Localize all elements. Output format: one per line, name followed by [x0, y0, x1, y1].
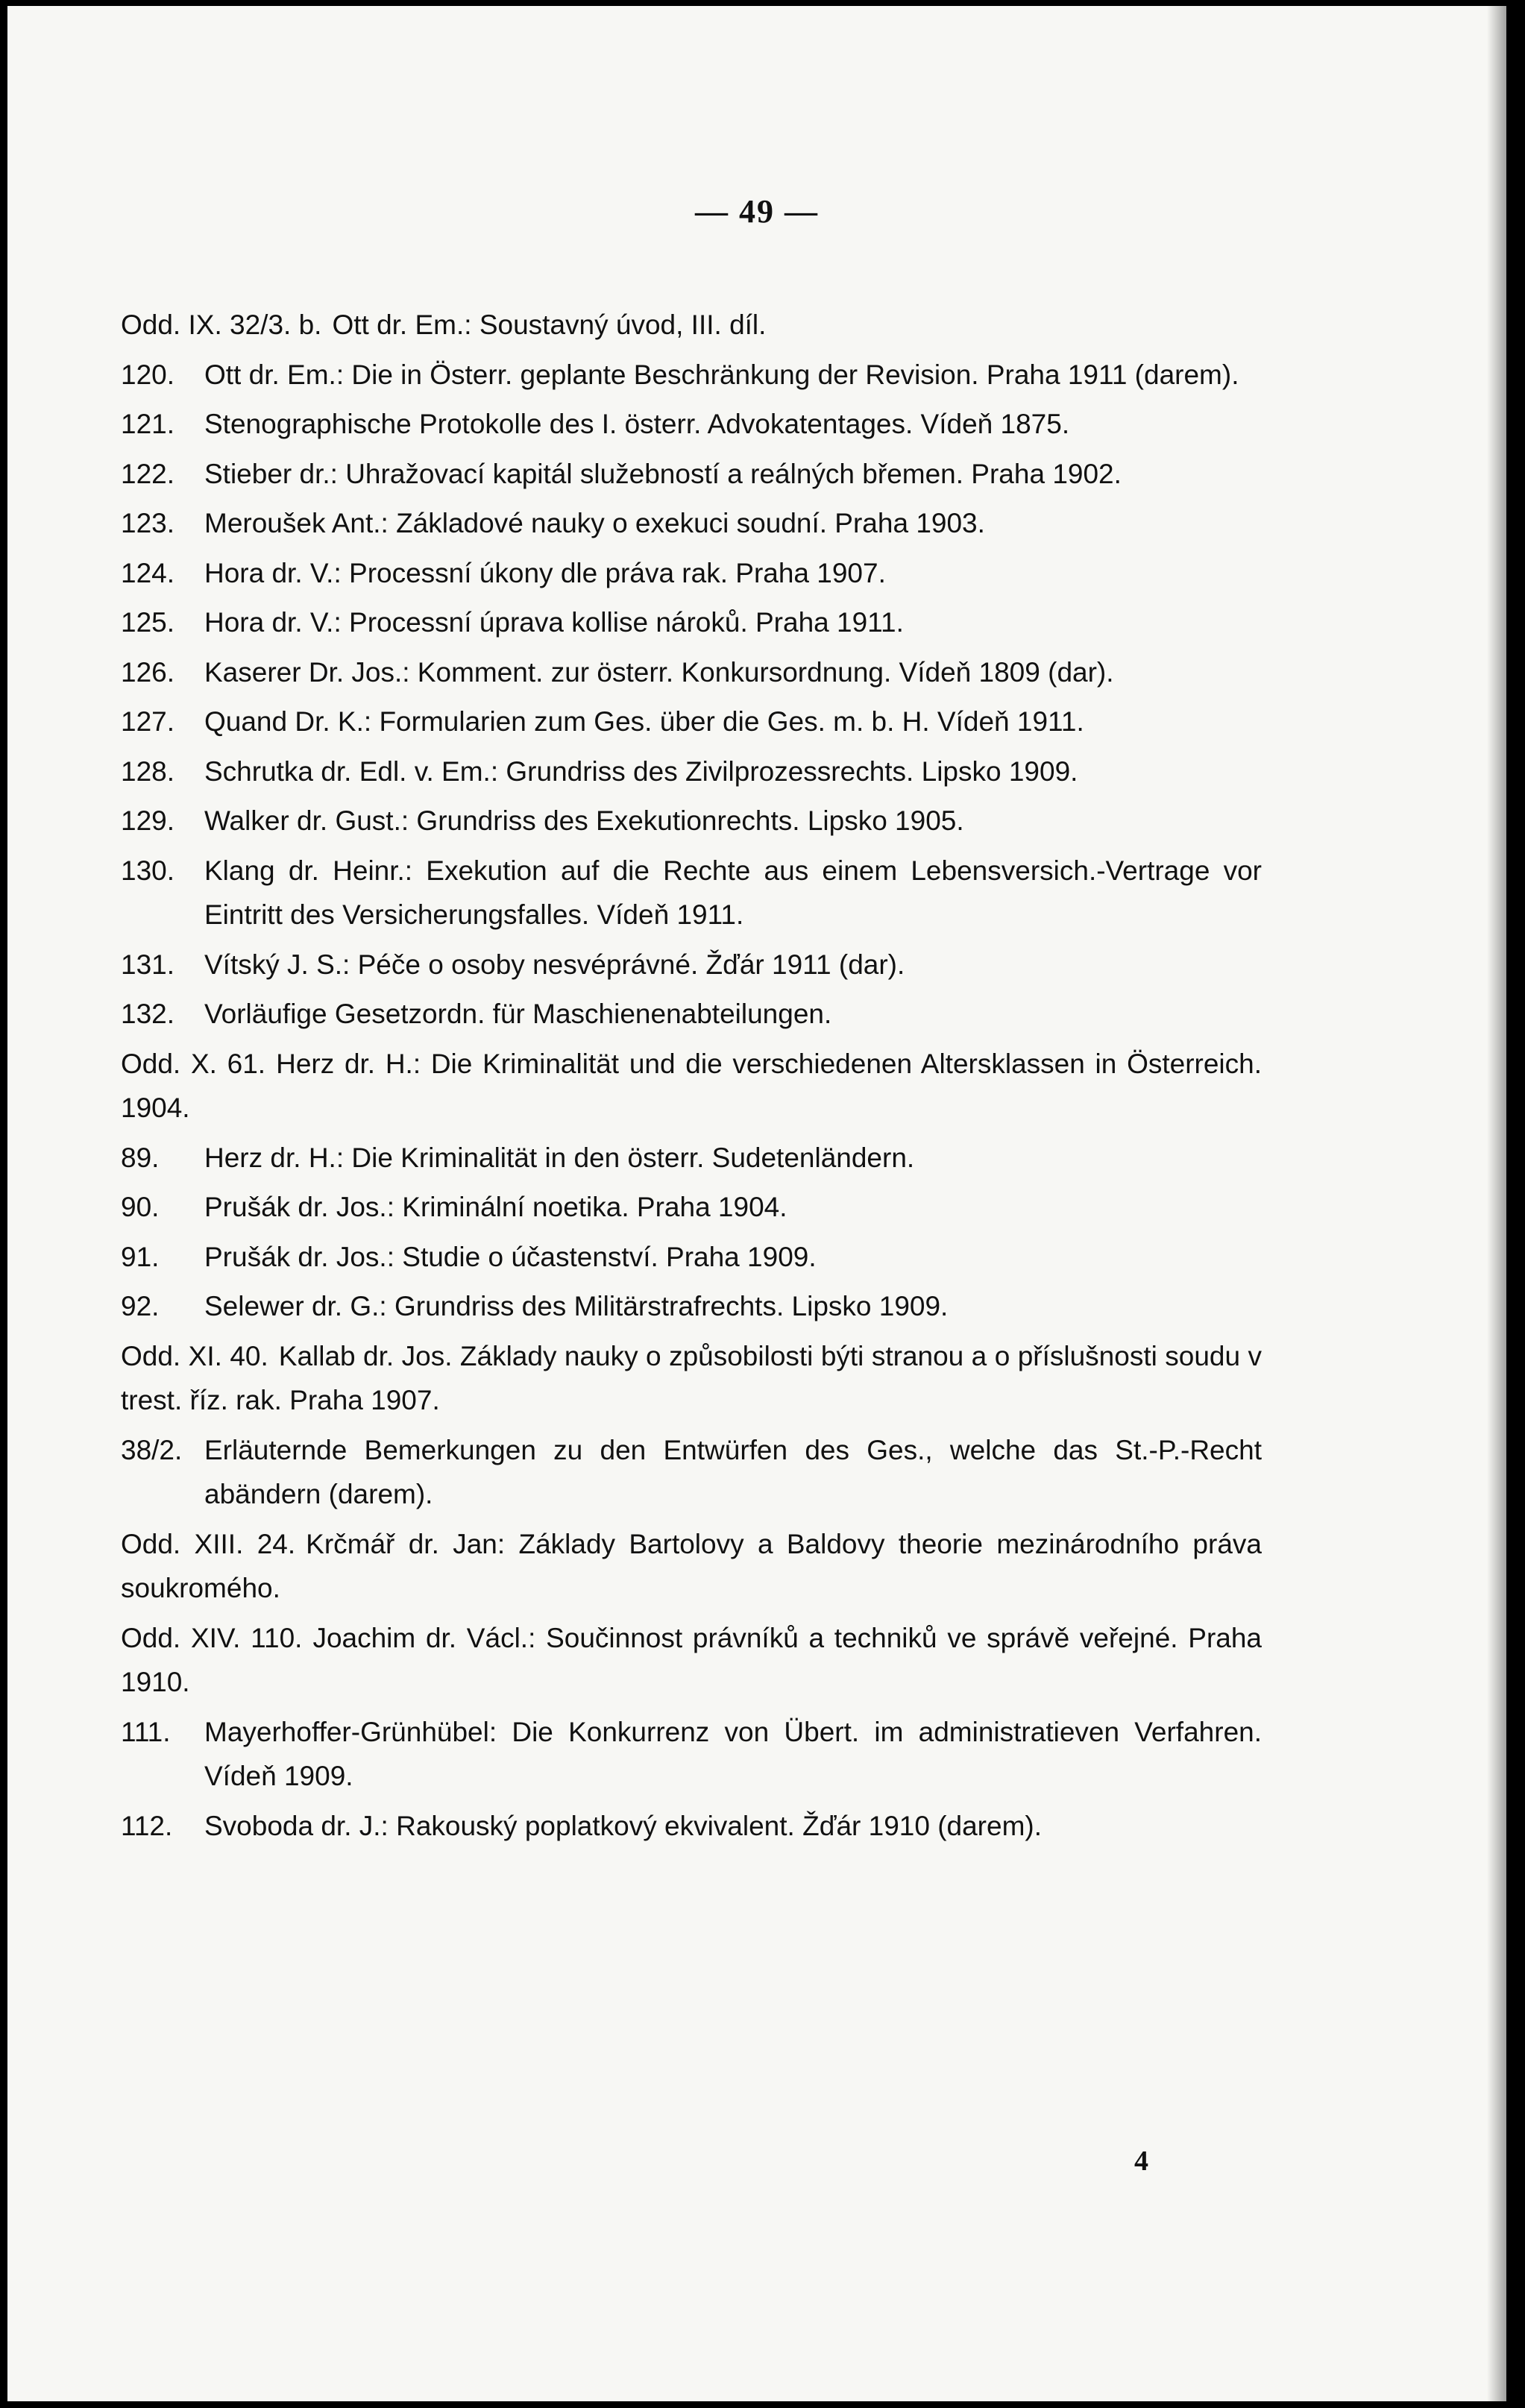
- entry-number: 38/2.: [121, 1434, 183, 1465]
- entry-text: Walker dr. Gust.: Grundriss des Exekutionrechts. Lipsko 1905.: [204, 805, 964, 836]
- page-number: — 49 —: [695, 193, 819, 230]
- entry-text: Stenographische Protokolle des I. österr. Advokatentages. Vídeň 1875.: [204, 409, 1070, 439]
- page-sheet: [7, 6, 1506, 2401]
- entry-text: Klang dr. Heinr.: Exekution auf die Rechte aus einem Lebensversich.-Vertrage vor Eintritt des Versicherungsfalles. Vídeň 1911.: [204, 855, 1262, 930]
- entry-text: Joachim dr. Václ.: Součinnost právníků a techniků ve správě veřejné. Praha 1910.: [121, 1622, 1263, 1697]
- entry-number: 90.: [121, 1192, 160, 1222]
- list-item: [121, 1334, 1262, 1423]
- entry-text: Selewer dr. G.: Grundriss des Militärstrafrechts. Lipsko 1909.: [204, 1291, 949, 1321]
- entry-number: 123.: [121, 508, 175, 538]
- list-item: [121, 303, 1262, 348]
- entry-text: Krčmář dr. Jan: Základy Bartolovy a Baldovy theorie mezinárodního práva soukromého.: [121, 1528, 1262, 1603]
- entry-text: Svoboda dr. J.: Rakouský poplatkový ekvivalent. Žďár 1910 (darem).: [204, 1810, 1043, 1841]
- entry-number: 129.: [121, 805, 175, 836]
- entry-number: 120.: [121, 359, 175, 390]
- entry-number: 112.: [121, 1810, 173, 1841]
- entry-number: Odd. XIII. 24.: [121, 1528, 296, 1559]
- signature-mark: 4: [1134, 2145, 1148, 2177]
- entry-number: Odd. XIV. 110.: [121, 1622, 303, 1653]
- entry-number: Odd. X. 61.: [121, 1048, 266, 1079]
- entry-text: Vítský J. S.: Péče o osoby nesvéprávné. Žďár 1911 (dar).: [204, 949, 905, 980]
- entry-number: 125.: [121, 607, 175, 638]
- list-item: [121, 353, 1262, 397]
- list-item: [121, 1042, 1262, 1131]
- entry-text: Vorläufige Gesetzordn. für Maschienenabteilungen.: [204, 999, 832, 1029]
- entry-number: 131.: [121, 949, 175, 980]
- list-item: [121, 600, 1262, 645]
- entry-text: Prušák dr. Jos.: Kriminální noetika. Praha 1904.: [204, 1192, 787, 1222]
- list-item: [121, 749, 1262, 794]
- list-item: [121, 1522, 1262, 1611]
- entry-number: 89.: [121, 1142, 160, 1173]
- entry-text: Meroušek Ant.: Základové nauky o exekuci soudní. Praha 1903.: [204, 508, 985, 538]
- entry-number: 127.: [121, 706, 175, 737]
- entry-number: 132.: [121, 999, 175, 1029]
- entry-number: 91.: [121, 1241, 160, 1272]
- list-item: [121, 1710, 1262, 1799]
- entry-number: 92.: [121, 1291, 160, 1321]
- entry-text: Mayerhoffer-Grünhübel: Die Konkurrenz von Übert. im administratieven Verfahren. Vídeň 1909.: [204, 1716, 1262, 1791]
- entry-text: Ott dr. Em.: Die in Österr. geplante Beschränkung der Revision. Praha 1911 (darem).: [204, 359, 1239, 390]
- list-item: [121, 700, 1262, 744]
- entry-text: Stieber dr.: Uhražovací kapitál služebností a reálných břemen. Praha 1902.: [204, 458, 1122, 489]
- entry-text: Kallab dr. Jos. Základy nauky o způsobilosti býti stranou a o příslušnosti soudu v trest. říz. rak. Praha 1907.: [121, 1340, 1263, 1415]
- entry-text: Kaserer Dr. Jos.: Komment. zur österr. Konkursordnung. Vídeň 1809 (dar).: [204, 656, 1114, 688]
- list-item: [121, 1235, 1262, 1280]
- list-item: [121, 1136, 1262, 1181]
- entry-text: Prušák dr. Jos.: Studie o účastenství. Praha 1909.: [204, 1241, 817, 1272]
- entry-number: Odd. XI. 40.: [121, 1340, 268, 1371]
- list-item: [121, 452, 1262, 497]
- list-item: [121, 501, 1262, 546]
- list-item: [121, 1284, 1262, 1329]
- entry-number: Odd. IX. 32/3. b.: [121, 309, 322, 340]
- entry-text: Herz dr. H.: Die Kriminalität in den österr. Sudetenländern.: [204, 1142, 915, 1173]
- list-item: [121, 1428, 1262, 1517]
- entry-number: 130.: [121, 855, 175, 886]
- entry-number: 126.: [121, 656, 175, 688]
- list-item: [121, 799, 1262, 843]
- entry-text: Herz dr. H.: Die Kriminalität und die verschiedenen Altersklassen in Österreich. 1904.: [121, 1048, 1263, 1123]
- entry-text: Hora dr. V.: Processní úkony dle práva rak. Praha 1907.: [204, 557, 886, 588]
- entry-text: Schrutka dr. Edl. v. Em.: Grundriss des Zivilprozessrechts. Lipsko 1909.: [204, 755, 1078, 787]
- list-item: [121, 943, 1262, 987]
- entry-text: Quand Dr. K.: Formularien zum Ges. über die Ges. m. b. H. Vídeň 1911.: [204, 706, 1084, 737]
- list-item: [121, 849, 1262, 937]
- entry-number: 124.: [121, 557, 175, 588]
- list-item: [121, 1616, 1262, 1705]
- entry-number: 122.: [121, 458, 175, 489]
- list-item: [121, 402, 1262, 447]
- list-item: [121, 1804, 1262, 1849]
- list-item: [121, 551, 1262, 596]
- entry-text: Ott dr. Em.: Soustavný úvod, III. díl.: [332, 309, 767, 340]
- list-item: [121, 992, 1262, 1037]
- entry-number: 128.: [121, 755, 175, 787]
- entry-text: Hora dr. V.: Processní úprava kollise nároků. Praha 1911.: [204, 607, 904, 638]
- entry-number: 111.: [121, 1716, 171, 1747]
- page-edge-shadow: [1487, 6, 1506, 2401]
- entry-number: 121.: [121, 409, 175, 439]
- entry-text: Erläuternde Bemerkungen zu den Entwürfen des Ges., welche das St.-P.-Recht abändern (darem).: [204, 1434, 1262, 1509]
- list-item: [121, 650, 1262, 695]
- bibliography-list: [121, 303, 1262, 1853]
- list-item: [121, 1185, 1262, 1230]
